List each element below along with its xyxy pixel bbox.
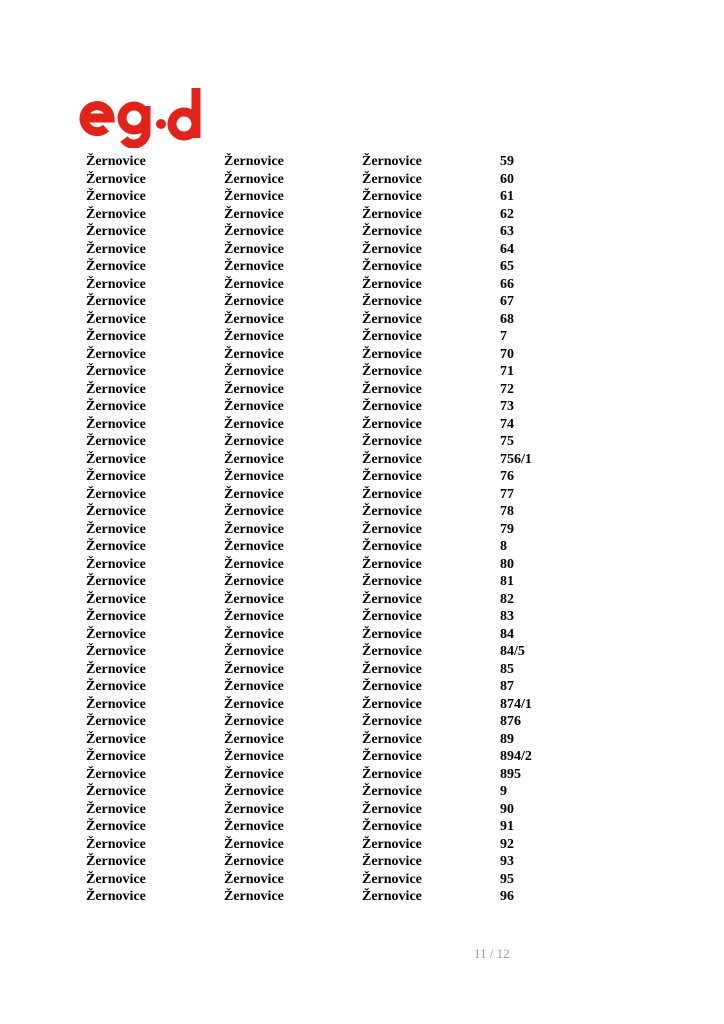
municipality-cell: Žernovice [86,364,146,379]
municipality-cell: Žernovice [86,346,146,362]
house-number-cell: 84/5 [500,644,525,659]
municipality-cell: Žernovice [86,784,146,799]
table-row [0,451,724,469]
municipality-cell: Žernovice [86,224,146,239]
cadastral-area-cell: Žernovice [224,784,284,799]
municipality-cell: Žernovice [86,206,146,222]
municipality-cell: Žernovice [86,644,146,659]
municipality-cell: Žernovice [86,556,146,572]
house-number-cell: 895 [500,766,521,782]
cadastral-area-cell: Žernovice [224,591,284,607]
table-row [0,346,724,364]
street-cell: Žernovice [362,889,422,904]
municipality-cell: Žernovice [86,294,146,309]
street-cell: Žernovice [362,154,422,169]
house-number-cell: 60 [500,171,514,187]
house-number-cell: 92 [500,836,514,852]
street-cell: Žernovice [362,749,422,764]
cadastral-area-cell: Žernovice [224,661,284,677]
municipality-cell: Žernovice [86,311,146,327]
street-cell: Žernovice [362,679,422,694]
table-row [0,486,724,504]
municipality-cell: Žernovice [86,276,146,292]
municipality-cell: Žernovice [86,521,146,537]
table-row [0,311,724,329]
municipality-cell: Žernovice [86,836,146,852]
street-cell: Žernovice [362,854,422,869]
table-row [0,276,724,294]
street-cell: Žernovice [362,626,422,642]
street-cell: Žernovice [362,206,422,222]
cadastral-area-cell: Žernovice [224,871,284,887]
table-row [0,766,724,784]
cadastral-area-cell: Žernovice [224,889,284,904]
cadastral-area-cell: Žernovice [224,486,284,502]
cadastral-area-cell: Žernovice [224,364,284,379]
cadastral-area-cell: Žernovice [224,381,284,397]
street-cell: Žernovice [362,189,422,204]
municipality-cell: Žernovice [86,329,146,344]
house-number-cell: 66 [500,276,514,292]
table-row [0,731,724,749]
table-row [0,661,724,679]
house-number-cell: 96 [500,889,514,904]
egd-logo [78,84,210,148]
house-number-cell: 70 [500,346,514,362]
municipality-cell: Žernovice [86,696,146,712]
municipality-cell: Žernovice [86,766,146,782]
cadastral-area-cell: Žernovice [224,731,284,747]
house-number-cell: 71 [500,364,514,379]
street-cell: Žernovice [362,696,422,712]
table-row [0,818,724,836]
cadastral-area-cell: Žernovice [224,749,284,764]
cadastral-area-cell: Žernovice [224,521,284,537]
table-row [0,363,724,381]
street-cell: Žernovice [362,486,422,502]
municipality-cell: Žernovice [86,819,146,834]
table-row [0,538,724,556]
address-table [0,153,724,906]
municipality-cell: Žernovice [86,854,146,869]
street-cell: Žernovice [362,276,422,292]
street-cell: Žernovice [362,556,422,572]
house-number-cell: 91 [500,819,514,834]
cadastral-area-cell: Žernovice [224,276,284,292]
municipality-cell: Žernovice [86,731,146,747]
house-number-cell: 80 [500,556,514,572]
cadastral-area-cell: Žernovice [224,626,284,642]
table-row [0,521,724,539]
street-cell: Žernovice [362,364,422,379]
municipality-cell: Žernovice [86,154,146,169]
table-row [0,573,724,591]
street-cell: Žernovice [362,661,422,677]
municipality-cell: Žernovice [86,259,146,274]
cadastral-area-cell: Žernovice [224,241,284,257]
municipality-cell: Žernovice [86,241,146,257]
cadastral-area-cell: Žernovice [224,259,284,274]
street-cell: Žernovice [362,574,422,589]
cadastral-area-cell: Žernovice [224,556,284,572]
street-cell: Žernovice [362,469,422,484]
table-row [0,293,724,311]
table-row [0,398,724,416]
municipality-cell: Žernovice [86,416,146,432]
street-cell: Žernovice [362,714,422,729]
municipality-cell: Žernovice [86,749,146,764]
municipality-cell: Žernovice [86,591,146,607]
table-row [0,626,724,644]
street-cell: Žernovice [362,539,422,554]
cadastral-area-cell: Žernovice [224,504,284,519]
street-cell: Žernovice [362,294,422,309]
table-row [0,853,724,871]
cadastral-area-cell: Žernovice [224,854,284,869]
table-row [0,836,724,854]
cadastral-area-cell: Žernovice [224,679,284,694]
street-cell: Žernovice [362,381,422,397]
municipality-cell: Žernovice [86,539,146,554]
street-cell: Žernovice [362,504,422,519]
house-number-cell: 7 [500,329,507,344]
house-number-cell: 82 [500,591,514,607]
cadastral-area-cell: Žernovice [224,416,284,432]
house-number-cell: 74 [500,416,514,432]
street-cell: Žernovice [362,871,422,887]
table-row [0,433,724,451]
table-row [0,206,724,224]
municipality-cell: Žernovice [86,661,146,677]
street-cell: Žernovice [362,171,422,187]
municipality-cell: Žernovice [86,504,146,519]
municipality-cell: Žernovice [86,381,146,397]
house-number-cell: 72 [500,381,514,397]
table-row [0,696,724,714]
table-row [0,783,724,801]
street-cell: Žernovice [362,801,422,817]
house-number-cell: 76 [500,469,514,484]
table-row [0,748,724,766]
cadastral-area-cell: Žernovice [224,206,284,222]
street-cell: Žernovice [362,591,422,607]
house-number-cell: 81 [500,574,514,589]
cadastral-area-cell: Žernovice [224,346,284,362]
street-cell: Žernovice [362,836,422,852]
house-number-cell: 9 [500,784,507,799]
street-cell: Žernovice [362,434,422,449]
street-cell: Žernovice [362,416,422,432]
house-number-cell: 79 [500,521,514,537]
table-row [0,871,724,889]
table-row [0,468,724,486]
house-number-cell: 93 [500,854,514,869]
house-number-cell: 68 [500,311,514,327]
house-number-cell: 62 [500,206,514,222]
house-number-cell: 78 [500,504,514,519]
municipality-cell: Žernovice [86,889,146,904]
municipality-cell: Žernovice [86,171,146,187]
street-cell: Žernovice [362,399,422,414]
cadastral-area-cell: Žernovice [224,819,284,834]
cadastral-area-cell: Žernovice [224,539,284,554]
house-number-cell: 65 [500,259,514,274]
table-row [0,153,724,171]
street-cell: Žernovice [362,819,422,834]
cadastral-area-cell: Žernovice [224,469,284,484]
table-row [0,171,724,189]
municipality-cell: Žernovice [86,871,146,887]
table-row [0,888,724,906]
street-cell: Žernovice [362,224,422,239]
municipality-cell: Žernovice [86,626,146,642]
table-row [0,801,724,819]
house-number-cell: 95 [500,871,514,887]
municipality-cell: Žernovice [86,451,146,467]
house-number-cell: 64 [500,241,514,257]
house-number-cell: 67 [500,294,514,309]
municipality-cell: Žernovice [86,714,146,729]
municipality-cell: Žernovice [86,434,146,449]
table-row [0,503,724,521]
street-cell: Žernovice [362,451,422,467]
cadastral-area-cell: Žernovice [224,224,284,239]
table-row [0,241,724,259]
house-number-cell: 61 [500,189,514,204]
house-number-cell: 83 [500,609,514,624]
table-row [0,258,724,276]
street-cell: Žernovice [362,311,422,327]
street-cell: Žernovice [362,346,422,362]
table-row [0,223,724,241]
table-row [0,643,724,661]
house-number-cell: 87 [500,679,514,694]
house-number-cell: 874/1 [500,696,532,712]
house-number-cell: 75 [500,434,514,449]
cadastral-area-cell: Žernovice [224,189,284,204]
cadastral-area-cell: Žernovice [224,609,284,624]
street-cell: Žernovice [362,731,422,747]
street-cell: Žernovice [362,609,422,624]
cadastral-area-cell: Žernovice [224,801,284,817]
table-row [0,608,724,626]
street-cell: Žernovice [362,521,422,537]
table-row [0,556,724,574]
street-cell: Žernovice [362,644,422,659]
street-cell: Žernovice [362,784,422,799]
cadastral-area-cell: Žernovice [224,171,284,187]
house-number-cell: 876 [500,714,521,729]
house-number-cell: 89 [500,731,514,747]
municipality-cell: Žernovice [86,189,146,204]
cadastral-area-cell: Žernovice [224,836,284,852]
table-row [0,381,724,399]
table-row [0,188,724,206]
house-number-cell: 90 [500,801,514,817]
street-cell: Žernovice [362,329,422,344]
cadastral-area-cell: Žernovice [224,696,284,712]
house-number-cell: 63 [500,224,514,239]
house-number-cell: 894/2 [500,749,532,764]
house-number-cell: 77 [500,486,514,502]
house-number-cell: 756/1 [500,451,532,467]
municipality-cell: Žernovice [86,486,146,502]
cadastral-area-cell: Žernovice [224,311,284,327]
cadastral-area-cell: Žernovice [224,714,284,729]
page-number: 11 / 12 [474,946,510,961]
street-cell: Žernovice [362,259,422,274]
cadastral-area-cell: Žernovice [224,434,284,449]
table-row [0,416,724,434]
cadastral-area-cell: Žernovice [224,574,284,589]
municipality-cell: Žernovice [86,801,146,817]
cadastral-area-cell: Žernovice [224,329,284,344]
cadastral-area-cell: Žernovice [224,154,284,169]
house-number-cell: 59 [500,154,514,169]
municipality-cell: Žernovice [86,399,146,414]
house-number-cell: 84 [500,626,514,642]
table-row [0,678,724,696]
house-number-cell: 8 [500,539,507,554]
municipality-cell: Žernovice [86,469,146,484]
cadastral-area-cell: Žernovice [224,644,284,659]
cadastral-area-cell: Žernovice [224,766,284,782]
cadastral-area-cell: Žernovice [224,451,284,467]
table-row [0,591,724,609]
table-row [0,328,724,346]
municipality-cell: Žernovice [86,609,146,624]
house-number-cell: 73 [500,399,514,414]
municipality-cell: Žernovice [86,679,146,694]
street-cell: Žernovice [362,241,422,257]
street-cell: Žernovice [362,766,422,782]
municipality-cell: Žernovice [86,574,146,589]
table-row [0,713,724,731]
cadastral-area-cell: Žernovice [224,294,284,309]
house-number-cell: 85 [500,661,514,677]
cadastral-area-cell: Žernovice [224,399,284,414]
